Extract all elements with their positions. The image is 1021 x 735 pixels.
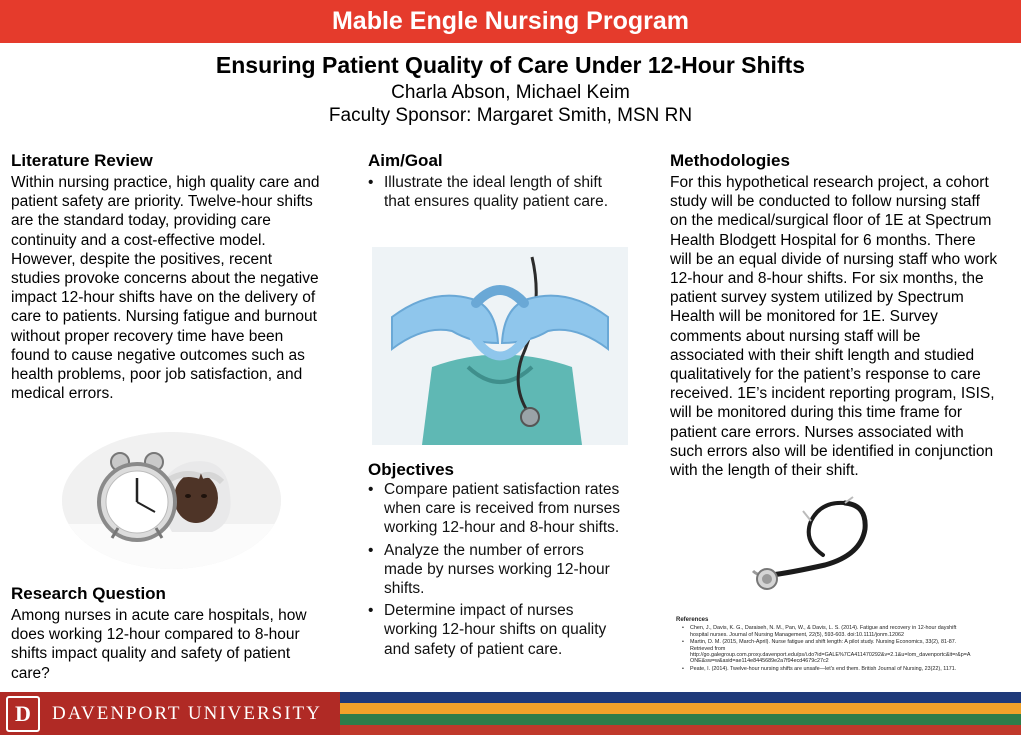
methodologies-heading: Methodologies	[670, 151, 790, 170]
university-name: DAVENPORT UNIVERSITY	[52, 702, 322, 724]
objective-item: • Analyze the number of errors made by nurses working 12-hour shifts.	[368, 541, 658, 599]
footer-stripe-red	[340, 725, 1021, 735]
nurse-gloved-hands-heart-image	[372, 247, 628, 445]
aim-goal-heading: Aim/Goal	[368, 151, 443, 170]
research-question-text: Among nurses in acute care hospitals, how does working 12-hour compared to 8-hour shifts impact quality and safety of patient care?	[11, 607, 307, 682]
research-question-heading: Research Question	[11, 584, 166, 603]
poster-title: Ensuring Patient Quality of Care Under 12-Hour Shifts	[215, 52, 806, 78]
university-footer	[0, 692, 1021, 735]
footer-stripe-orange	[340, 703, 1021, 714]
literature-review-heading: Literature Review	[11, 151, 153, 170]
aim-goal-item: • Illustrate the ideal length of shift that ensures quality patient care.	[368, 173, 648, 211]
poster-authors: Charla Abson, Michael Keim	[391, 82, 630, 103]
objectives-heading: Objectives	[368, 460, 454, 479]
references-heading: References	[676, 617, 709, 623]
woman-with-alarm-clock-image	[62, 432, 281, 569]
davenport-mark-icon: D	[6, 696, 40, 732]
footer-stripe-green	[340, 714, 1021, 725]
objective-item: • Determine impact of nurses working 12-hour shifts on quality and safety of patient care.	[368, 601, 658, 659]
program-banner	[0, 0, 1021, 43]
methodologies-text: For this hypothetical research project, a cohort study will be conducted to follow nursing staff on the medical/surgical floor of 1E at Spectrum Health Blodgett Hospital for 6 months. There will be an equal divide of nursing staff who work 12-hour and 8-hour shifts. For six months, the patient survey system utilized by Spectrum Health will be monitored for 1E. Survey comments about nursing staff will be associated with their shift length and studied qualitatively for the patient’s response to care received. 1E’s incident reporting program, ISIS, will be monitored during this time frame for patient care errors. Nurses associated with such errors also will be identified in conjunction with the length of their shift.	[670, 174, 998, 480]
program-name: Mable Engle Nursing Program	[331, 7, 689, 35]
objective-item: • Compare patient satisfaction rates when care is received from nurses working 12-hour and 8-hour shifts.	[368, 480, 658, 538]
davenport-logo	[0, 692, 340, 735]
objectives-list	[368, 480, 658, 662]
literature-review-text: Within nursing practice, high quality care and patient safety are priority. Twelve-hour shifts are the standard today, providing care continuity and a cost-effective model. However, despite the positives, recent studies provoke concerns about the negative impact 12-hour shifts have on the delivery of care to patients. Nursing fatigue and burnout without proper recovery time have been found to cause negative outcomes such as health problems, poor job satisfaction, and medical errors.	[11, 174, 320, 403]
aim-goal-list	[368, 173, 648, 214]
footer-stripe-navy	[340, 692, 1021, 703]
reference-item: • Martin, D. M. (2015, March-April). Nurse fatigue and shift length: A pilot study. Nursing Economics, 33(2), 81-87. Retrieved from http://go.galegroup.com.proxy.davenport.edu/ps/i.do?id=GALE%7CA411470292&v=2.1&u=lom_davenportc&it=r&p=A ONE&sw=w&asid=ae114e8445689e2a7f94ecd4679c27c2	[682, 639, 1006, 665]
reference-item: • Chen, J., Davis, K. G., Daraiseh, N. M., Pan, W., & Davis, L. S. (2014). Fatigue and recovery in 12-hour dayshift hospital nurses. Journal of Nursing Management, 22(5), 593-603. doi:10.1111/jonm.12062	[682, 625, 1006, 638]
reference-item: • Peate, I. (2014). Twelve-hour nursing shifts are unsafe—let's end them. British Journal of Nursing, 23(22), 1171.	[682, 666, 1006, 672]
stethoscope-image	[745, 495, 873, 593]
faculty-sponsor: Faculty Sponsor: Margaret Smith, MSN RN	[328, 105, 693, 126]
references-section	[676, 617, 1006, 673]
